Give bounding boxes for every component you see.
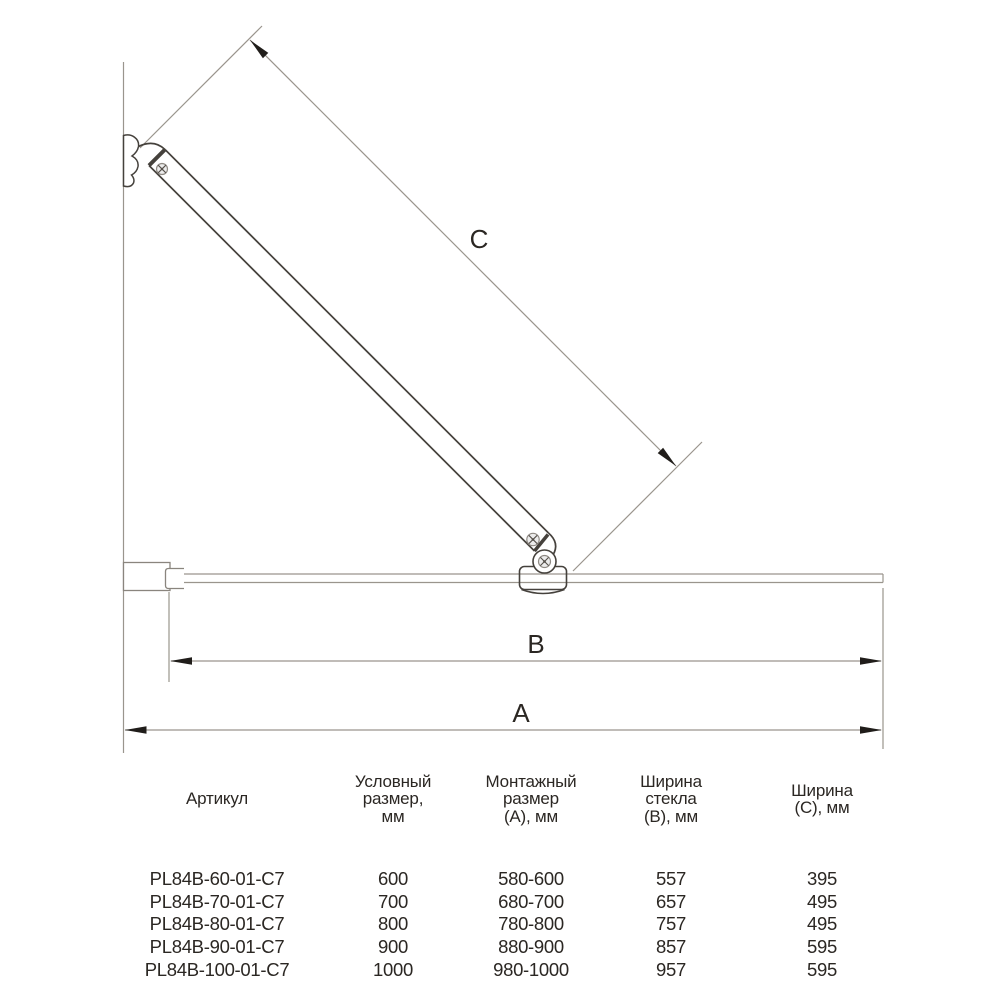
header-article [115, 771, 319, 827]
width-c-cell: 595 [807, 936, 837, 958]
header-nominal-size [319, 771, 467, 827]
header-line: стекла [645, 789, 697, 809]
dimension-arrows [125, 40, 883, 734]
nominal-size-cell: 800 [378, 913, 408, 935]
spec-table-body [115, 868, 897, 981]
article-cell: PL84B-80-01-C7 [149, 913, 285, 935]
article-cell: PL84B-100-01-C7 [144, 958, 290, 980]
mounting-size-cell: 680-700 [498, 890, 564, 912]
header-line: (А), мм [503, 806, 559, 826]
header-line: Монтажный [485, 771, 577, 791]
header-line: Ширина [791, 780, 853, 800]
width-c-cell: 595 [807, 958, 837, 980]
top-hinge-screw-icon [157, 164, 168, 175]
header-line: мм [381, 806, 405, 826]
glass-width-cell: 757 [656, 913, 686, 935]
nominal-size-cell: 1000 [373, 958, 413, 980]
dimension-label-a: A [512, 698, 530, 728]
glass-width-cell: 857 [656, 936, 686, 958]
arrow-b-left [170, 657, 192, 665]
mounting-size-cell: 780-800 [498, 913, 564, 935]
nominal-size-cell: 600 [378, 868, 408, 890]
header-line: Условный [354, 771, 432, 791]
arrow-c-bottom [658, 448, 676, 466]
mounting-size-cell: 580-600 [498, 868, 564, 890]
nominal-size-cell: 900 [378, 936, 408, 958]
header-line: Ширина [640, 771, 702, 791]
support-bar [139, 143, 556, 555]
dimension-label-c: C [469, 224, 489, 254]
article-cell: PL84B-60-01-C7 [149, 868, 285, 890]
nominal-size-cell: 700 [378, 890, 408, 912]
wall-profile [124, 563, 185, 591]
table-row [115, 891, 897, 914]
mounting-size-cell: 880-900 [498, 936, 564, 958]
arrow-c-top [250, 40, 268, 58]
table-row [115, 936, 897, 959]
mounting-size-cell: 980-1000 [493, 958, 569, 980]
width-c-cell: 495 [807, 913, 837, 935]
table-row [115, 958, 897, 981]
dimension-label-b: B [527, 629, 545, 659]
arrow-a-left [125, 726, 147, 734]
width-c-cell: 495 [807, 890, 837, 912]
glass-width-cell: 557 [656, 868, 686, 890]
extension-lines [124, 26, 884, 753]
wall-hinge-bracket [124, 135, 139, 187]
spec-table-header [115, 771, 897, 827]
pivot-hinge-icon [533, 550, 556, 573]
top-hinge-arc [139, 143, 166, 149]
bar-screw-icon [527, 533, 539, 545]
header-line: Артикул [186, 789, 248, 809]
bar-upper-edge [165, 150, 549, 534]
width-c-cell: 395 [807, 868, 837, 890]
spec-table [115, 771, 897, 981]
table-row [115, 868, 897, 891]
extension-line-c-bottom [573, 442, 702, 571]
header-glass-width-b [595, 771, 747, 827]
arrow-b-right [860, 657, 882, 665]
header-line: размер, [362, 789, 424, 809]
glass-width-cell: 657 [656, 890, 686, 912]
dimension-line-c [250, 40, 676, 466]
header-width-c [747, 771, 897, 827]
table-row [115, 913, 897, 936]
header-line: размер [503, 789, 559, 809]
header-line: (С), мм [794, 798, 850, 817]
arrow-a-right [860, 726, 882, 734]
glass-width-cell: 957 [656, 958, 686, 980]
header-line: (В), мм [643, 806, 699, 826]
extension-line-c-top [140, 26, 262, 148]
header-mounting-size-a [467, 771, 595, 827]
article-cell: PL84B-70-01-C7 [149, 890, 285, 912]
glass-clamp-channel [166, 569, 185, 589]
article-cell: PL84B-90-01-C7 [149, 936, 285, 958]
